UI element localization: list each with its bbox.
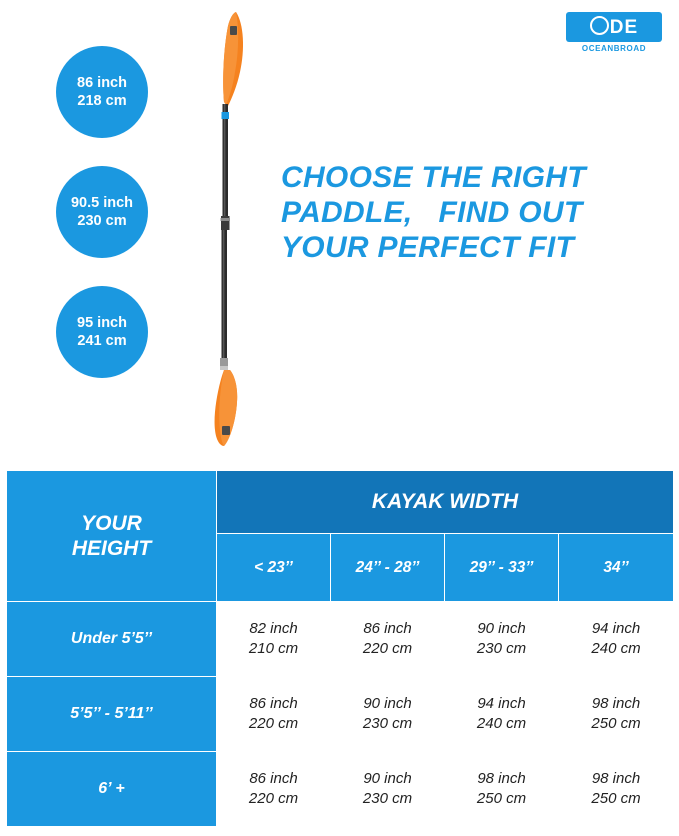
table-cell-inch: 90 inch xyxy=(363,694,412,712)
table-header-row xyxy=(7,471,674,534)
brand-logo-initials: DE xyxy=(609,16,639,38)
table-header-your-height-line-2: HEIGHT xyxy=(71,537,152,560)
table-cell-cm: 240 cm xyxy=(476,715,527,732)
table-cell-inch: 86 inch xyxy=(363,619,412,637)
table-cell xyxy=(559,677,674,752)
page-title-line-3: YOUR PERFECT FIT xyxy=(281,231,575,265)
table-cell-inch: 90 inch xyxy=(363,769,412,787)
table-cell xyxy=(445,602,559,677)
table-cell xyxy=(217,752,331,827)
table-cell-inch: 86 inch xyxy=(249,769,298,787)
table-cell-cm: 210 cm xyxy=(248,640,299,657)
table-cell-inch: 94 inch xyxy=(591,619,641,637)
length-bubble-cm: 218 cm xyxy=(77,93,127,109)
table-cell-inch: 94 inch xyxy=(477,694,526,712)
table-cell-inch: 90 inch xyxy=(477,619,526,637)
table-header-your-height-line-1: YOUR xyxy=(81,511,142,535)
page-title xyxy=(281,160,661,265)
length-bubble-cm: 241 cm xyxy=(77,333,127,349)
table-cell-inch: 82 inch xyxy=(249,619,298,637)
table-header-your-height xyxy=(7,471,217,602)
table-cell-cm: 230 cm xyxy=(362,715,413,732)
table-cell-inch: 98 inch xyxy=(591,769,641,787)
page-title-line-2: PADDLE, FIND OUT xyxy=(281,196,583,230)
table-cell-cm: 220 cm xyxy=(248,790,299,807)
table-cell xyxy=(445,677,559,752)
kayak-paddle-image xyxy=(198,6,268,446)
table-cell xyxy=(217,602,331,677)
brand-logo-mark-text xyxy=(590,16,638,39)
length-bubble xyxy=(56,46,148,138)
table-row xyxy=(7,752,674,827)
table-cell-cm: 220 cm xyxy=(248,715,299,732)
length-bubble-inch: 86 inch xyxy=(77,74,127,91)
brand-logo-name: OCEANBROAD xyxy=(581,44,647,53)
table-row-height-label: 6’ + xyxy=(7,752,217,827)
table-row-height-label: 5’5’’ - 5’11’’ xyxy=(7,677,217,752)
table-cell-cm: 250 cm xyxy=(591,715,641,732)
length-bubble-inch: 90.5 inch xyxy=(70,194,134,211)
table-cell-inch: 98 inch xyxy=(591,694,641,712)
table-cell xyxy=(331,752,445,827)
table-column-header-width-1: 24’’ - 28’’ xyxy=(331,534,445,602)
length-bubble-inch: 95 inch xyxy=(77,314,127,331)
length-bubble xyxy=(56,166,148,258)
brand-logo-mark xyxy=(566,12,662,42)
table-cell xyxy=(331,602,445,677)
table-cell-cm: 230 cm xyxy=(476,640,527,657)
length-bubble-cm: 230 cm xyxy=(77,213,127,229)
circle-icon xyxy=(590,16,609,35)
length-bubble xyxy=(56,286,148,378)
table-cell xyxy=(559,602,674,677)
table-cell-cm: 230 cm xyxy=(362,790,413,807)
table-cell-cm: 240 cm xyxy=(591,640,641,657)
table-cell-inch: 86 inch xyxy=(249,694,298,712)
table-cell-cm: 250 cm xyxy=(476,790,527,807)
table-column-header-width-0: < 23’’ xyxy=(217,534,331,602)
table-cell-inch: 98 inch xyxy=(477,769,526,787)
table-row-height-label: Under 5’5’’ xyxy=(7,602,217,677)
table-cell xyxy=(559,752,674,827)
table-cell xyxy=(217,677,331,752)
table-cell xyxy=(331,677,445,752)
paddle-size-table xyxy=(6,470,674,827)
table-cell xyxy=(445,752,559,827)
table-cell-cm: 220 cm xyxy=(362,640,413,657)
table-row xyxy=(7,602,674,677)
brand-logo xyxy=(566,12,662,60)
table-cell-cm: 250 cm xyxy=(591,790,641,807)
table-header-kayak-width: KAYAK WIDTH xyxy=(217,471,674,534)
table-row xyxy=(7,677,674,752)
table-column-header-width-3: 34’’ xyxy=(559,534,674,602)
page-title-line-1: CHOOSE THE RIGHT xyxy=(281,161,586,194)
table-column-header-width-2: 29’’ - 33’’ xyxy=(445,534,559,602)
